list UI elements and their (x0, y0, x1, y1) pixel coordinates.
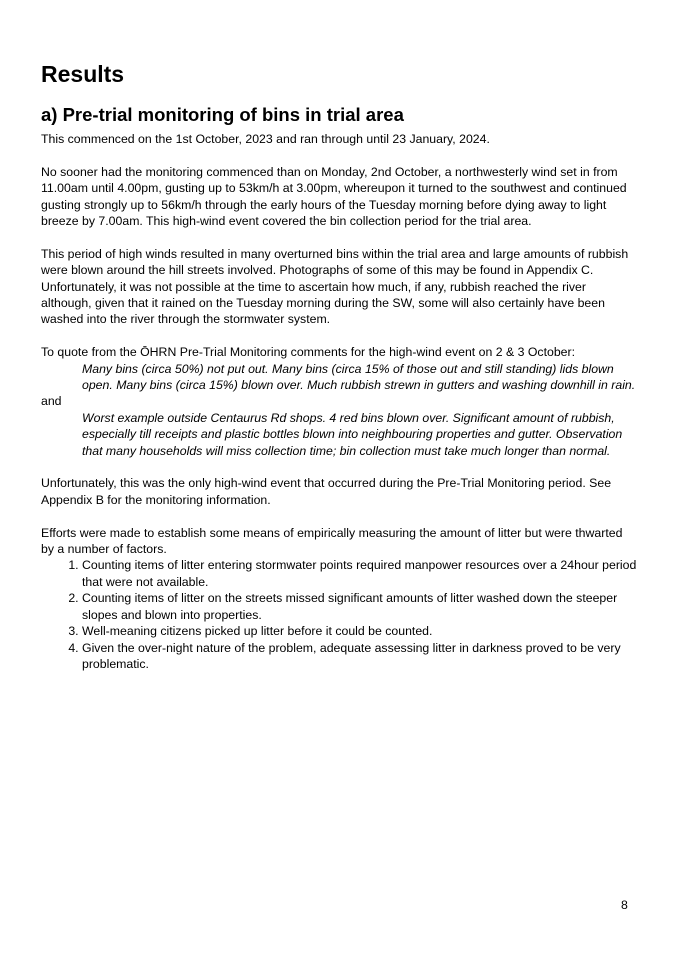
conjunction-and: and (41, 394, 62, 409)
quote-block-2: Worst example outside Centaurus Rd shops. 4 red bins blown over. Significant amount of rubbish, especially till receipts and plastic bottles blown into neighbouring properties and gutter. Observation that many households will miss collection time; bin collection must take much longer than normal. (82, 410, 623, 458)
list-item: 2. Counting items of litter on the streets missed significant amounts of litter washed down the steeper slopes and blown into properties. (82, 590, 637, 623)
paragraph-only-event: Unfortunately, this was the only high-wind event that occurred during the Pre-Trial Monitoring period. See Appendix B for the monitoring information. (41, 476, 612, 507)
list-item: 4. Given the over-night nature of the problem, adequate assessing litter in darkness proved to be very problematic. (82, 640, 637, 673)
list-item: 1. Counting items of litter entering stormwater points required manpower resources over a 24hour period that were not available. (82, 557, 637, 590)
page-number: 8 (621, 898, 628, 912)
subsection-heading: a) Pre-trial monitoring of bins in trial area (41, 104, 404, 125)
paragraph-quote-intro: To quote from the ŌHRN Pre-Trial Monitoring comments for the high-wind event on 2 & 3 October: (41, 345, 576, 360)
section-heading: Results (41, 61, 125, 87)
paragraph-overturned-bins: This period of high winds resulted in many overturned bins within the trial area and large amounts of rubbish were blown around the hill streets involved. Photographs of some of this may be found in Appendix C. Unfortunately, it was not possible at the time to ascertain how much, if any, rubbish reached the river although, given that it rained on the Tuesday morning during the SW, some will also certainly have been washed into the river through the stormwater system. (41, 246, 629, 327)
paragraph-wind-event: No sooner had the monitoring commenced than on Monday, 2nd October, a northwesterly wind set in from 11.00am until 4.00pm, gusting up to 53km/h at 3.00pm, whereupon it turned to the southwest and continued gusting strongly up to 56km/h through the early hours of the Tuesday morning before dying away to light breeze by 7.00am. This high-wind event covered the bin collection period for the trial area. (41, 164, 627, 229)
quote-block-1: Many bins (circa 50%) not put out. Many bins (circa 15% of those out and still standing) lids blown open. Many bins (circa 15%) blown over. Much rubbish strewn in gutters and washing downhill in rain. (82, 361, 636, 393)
paragraph-efforts: Efforts were made to establish some means of empirically measuring the amount of litter but were thwarted by a number of factors. (41, 525, 623, 557)
paragraph-commenced: This commenced on the 1st October, 2023 and ran through until 23 January, 2024. (41, 132, 490, 146)
factors-list (41, 557, 637, 672)
list-item: 3. Well-meaning citizens picked up litter before it could be counted. (82, 623, 637, 639)
document-page (41, 58, 637, 672)
